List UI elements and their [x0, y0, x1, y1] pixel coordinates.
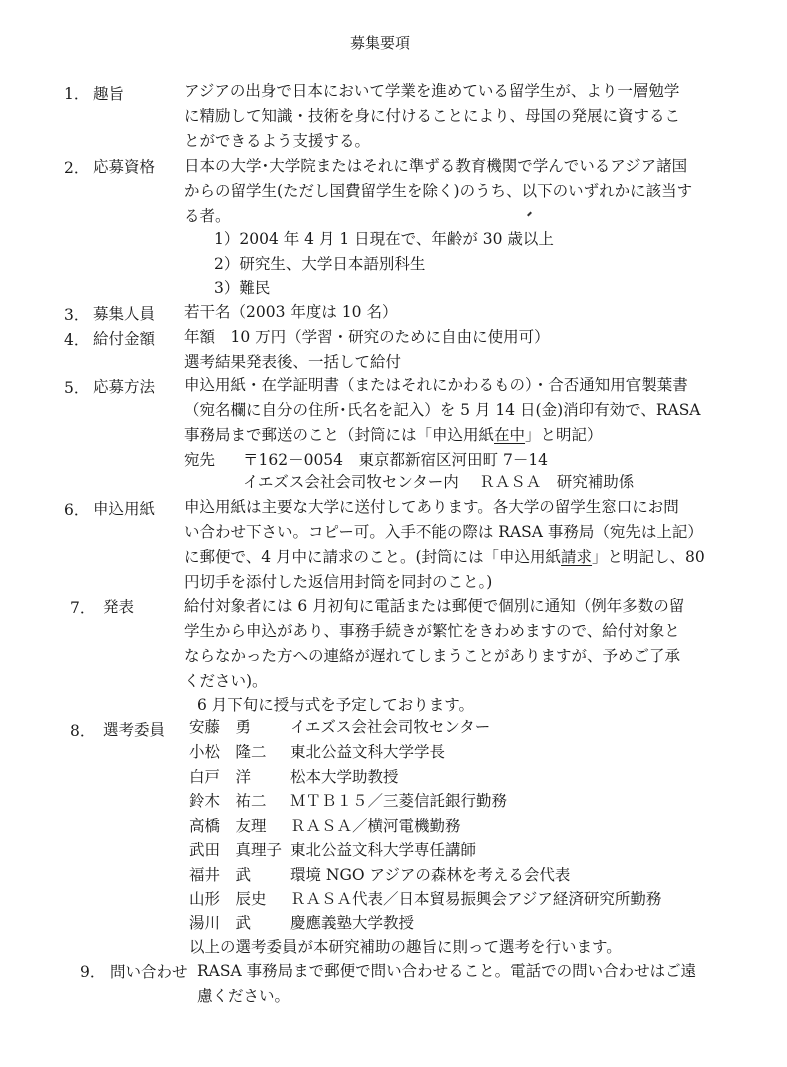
- section-9-line: 慮ください。: [197, 987, 291, 1005]
- line-text: 事務局まで郵送のこと（封筒には「申込用紙: [184, 426, 495, 444]
- committee-member-name: 高橋 友理: [189, 817, 267, 835]
- section-1-line: に精励して知識・技術を身に付けることにより、母国の発展に資するこ: [184, 107, 681, 125]
- address-line: イエズス会社会司牧センター内 ＲＡＳＡ 研究補助係: [243, 473, 635, 491]
- underlined-text: 在中: [494, 426, 526, 444]
- section-6-number: 6．: [64, 501, 90, 519]
- section-2-line: る者。: [184, 207, 231, 225]
- section-2-number: 2．: [64, 159, 90, 177]
- section-2-line: からの留学生(ただし国費留学生を除く)のうち、以下のいずれかに該当す: [184, 182, 693, 200]
- section-6-line: 申込用紙は主要な大学に送付してあります。各大学の留学生窓口にお問: [184, 498, 679, 516]
- line-text: 」と明記）: [525, 426, 603, 444]
- address-line: 〒162－0054 東京都新宿区河田町 7－14: [243, 451, 549, 469]
- section-1-line: アジアの出身で日本において学業を進めている留学生が、より一層勉学: [184, 82, 680, 100]
- stray-mark: [527, 212, 532, 217]
- section-4-number: 4．: [64, 331, 90, 349]
- section-4-line: 選考結果発表後、一括して給付: [184, 353, 402, 371]
- section-7-heading: 発表: [103, 598, 135, 616]
- section-3-number: 3．: [64, 306, 90, 324]
- underlined-text: 請求: [561, 548, 593, 566]
- section-5-line: [184, 425, 603, 445]
- section-6-line: 円切手を添付した返信用封筒を同封のこと。): [184, 573, 493, 591]
- section-8-number: 8．: [70, 722, 96, 740]
- committee-member-role: イエズス会社会司牧センター: [290, 718, 491, 736]
- committee-member-name: 武田 真理子: [189, 841, 283, 859]
- section-8-heading: 選考委員: [103, 721, 166, 739]
- committee-member-role: ＲＡＳＡ／横河電機勤務: [290, 817, 461, 835]
- eligibility-item: 1）2004 年 4 月 1 日現在で、年齢が 30 歳以上: [214, 230, 554, 248]
- section-6-line: [184, 547, 705, 567]
- section-7-note: 6 月下旬に授与式を予定しております。: [197, 696, 475, 714]
- section-9-heading: 問い合わせ: [110, 963, 188, 981]
- section-3-heading: 募集人員: [93, 305, 156, 323]
- section-7-line: ならなかった方への連絡が遅れてしまうことがありますが、予めご了承: [184, 647, 681, 665]
- committee-member-role: ＭＴＢ１５／三菱信託銀行勤務: [290, 792, 508, 810]
- committee-member-role: 慶應義塾大学教授: [290, 914, 415, 932]
- committee-member-role: ＲＡＳＡ代表／日本貿易振興会アジア経済研究所勤務: [290, 890, 662, 908]
- committee-member-name: 鈴木 祐二: [189, 792, 267, 810]
- committee-member-name: 小松 隆二: [189, 743, 267, 761]
- section-1-heading: 趣旨: [93, 85, 125, 103]
- section-1-line: とができるよう支援する。: [184, 132, 371, 150]
- section-4-heading: 給付金額: [93, 330, 156, 348]
- section-6-line: い合わせ下さい。コピー可。入手不能の際は RASA 事務局（宛先は上記）: [184, 523, 703, 541]
- section-9-line: RASA 事務局まで郵便で問い合わせること。電話での問い合わせはご遠: [197, 962, 697, 980]
- eligibility-item: 2）研究生、大学日本語別科生: [214, 255, 426, 273]
- committee-member-name: 山形 辰史: [189, 890, 267, 908]
- section-5-line: （宛名欄に自分の住所･氏名を記入）を 5 月 14 日(金)消印有効で、RASA: [184, 401, 701, 419]
- section-7-line: ください)。: [184, 672, 268, 690]
- committee-member-name: 湯川 武: [189, 914, 252, 932]
- committee-member-role: 環境 NGO アジアの森林を考える会代表: [290, 866, 571, 884]
- committee-member-name: 安藤 勇: [189, 718, 252, 736]
- address-label: 宛先: [184, 451, 216, 469]
- eligibility-item: 3）難民: [214, 279, 271, 297]
- committee-member-name: 福井 武: [189, 866, 252, 884]
- section-8-closing: 以上の選考委員が本研究補助の趣旨に則って選考を行います。: [189, 938, 622, 956]
- section-6-heading: 申込用紙: [93, 500, 156, 518]
- committee-member-role: 東北公益文科大学学長: [290, 743, 446, 761]
- section-5-number: 5．: [64, 379, 90, 397]
- committee-member-role: 東北公益文科大学専任講師: [290, 841, 477, 859]
- section-7-line: 給付対象者には 6 月初旬に電話または郵便で個別に通知（例年多数の留: [184, 597, 685, 615]
- section-9-number: 9．: [80, 963, 106, 981]
- line-text: に郵便で、4 月中に請求のこと。(封筒には「申込用紙: [184, 548, 562, 566]
- document-title: 募集要項: [350, 34, 411, 52]
- section-5-heading: 応募方法: [93, 378, 156, 396]
- section-3-text: 若干名（2003 年度は 10 名）: [184, 303, 398, 321]
- committee-member-role: 松本大学助教授: [290, 768, 399, 786]
- section-2-heading: 応募資格: [93, 158, 156, 176]
- section-7-number: 7．: [70, 599, 96, 617]
- section-7-line: 学生から申込があり、事務手続きが繁忙をきわめますので、給付対象と: [184, 622, 680, 640]
- section-5-line: 申込用紙・在学証明書（またはそれにかわるもの）・合否通知用官製葉書: [184, 376, 688, 394]
- section-4-line: 年額 10 万円（学習・研究のために自由に使用可）: [184, 328, 550, 346]
- section-1-number: 1．: [64, 85, 90, 103]
- section-2-line: 日本の大学･大学院またはそれに準ずる教育機関で学んでいるアジア諸国: [184, 157, 688, 175]
- committee-member-name: 白戸 洋: [189, 768, 252, 786]
- line-text: 」と明記し、80: [592, 548, 705, 566]
